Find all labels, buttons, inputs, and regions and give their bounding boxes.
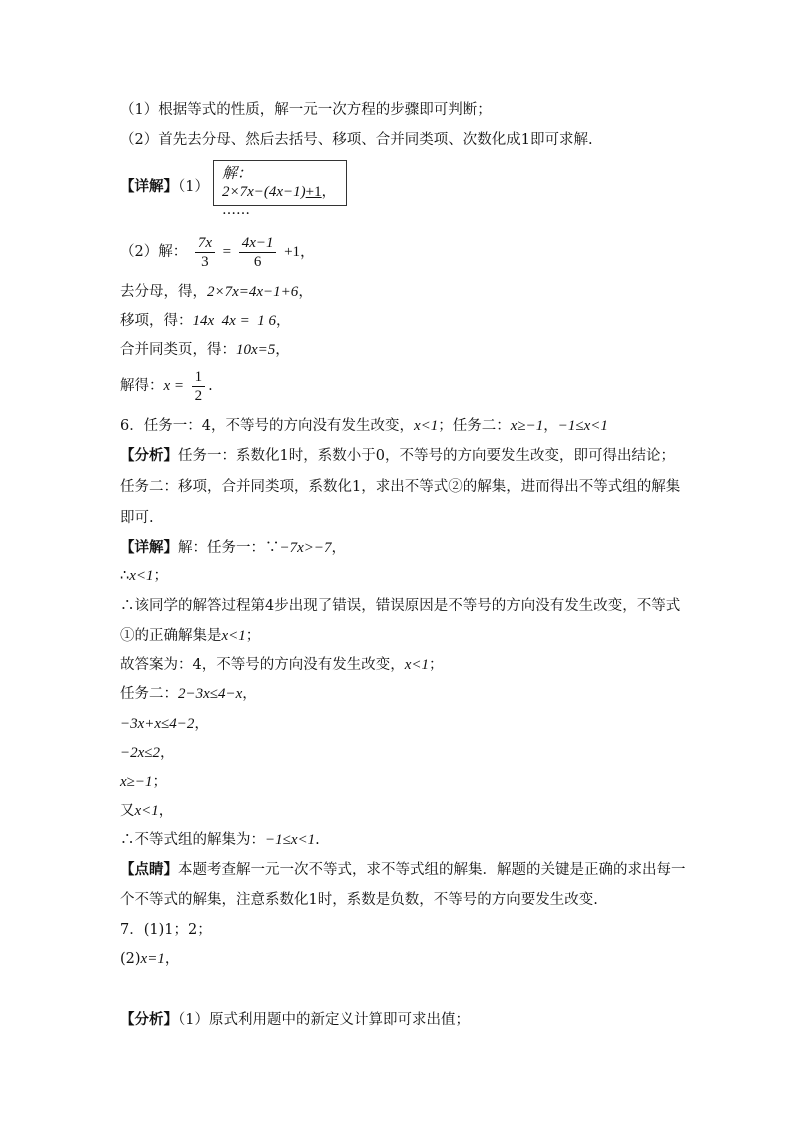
q5-detail-part1 [120, 177, 209, 197]
q6-detail-3: ∴该同学的解答过程第4步出现了错误，错误原因是不等号的方向没有发生改变，不等式 [120, 598, 681, 614]
q6-answer: 6．任务一：4，不等号的方向没有发生改变，x<1；任务二：x≥−1，−1≤x<1 [120, 418, 608, 434]
q6-detail-5: 故答案为：4，不等号的方向没有发生改变，x<1； [120, 657, 444, 673]
q5-step-4: 解得：x = $\frac{1}{2}$ . [120, 368, 213, 404]
q6-detail-9: x≥−1； [120, 774, 168, 790]
q6-detail-4: ①的正确解集是x<1； [120, 628, 261, 644]
box-line-1: 解：2×7x−(4x−1)+1， [222, 166, 336, 200]
q6-detail-7: −3x+x≤4−2， [120, 716, 209, 732]
q6-analysis-1: 【分析】任务一：系数化1时，系数小于0，不等号的方向要发生改变，即可得出结论； [120, 447, 675, 464]
q6-detail-10: 又x<1， [120, 803, 174, 819]
fraction-7x-over-3: $\frac{7x}{3}$ [195, 234, 215, 271]
q6-analysis-3: 即可. [120, 510, 154, 526]
q6-detail-1: 【详解】解：任务一：∵−7x>−7， [120, 539, 347, 556]
q5-boxed-work [213, 160, 347, 218]
q6-detail-11: ∴不等式组的解集为：−1≤x<1. [120, 832, 320, 848]
q6-detail-2: ∴x<1； [120, 568, 169, 584]
q5-step-1: 去分母，得，2×7x=4x−1+6， [120, 284, 313, 300]
q6-analysis-2: 任务二：移项，合并同类项，系数化1，求出不等式②的解集，进而得出不等式组的解集 [120, 479, 681, 495]
q7-answer-1: 7．(1)1；2； [120, 922, 212, 938]
part-number: （1） [178, 179, 209, 195]
q7-answer-2: (2)x=1， [120, 951, 180, 967]
q5-step-3: 合并同类页，得：10x=5， [120, 342, 290, 358]
q6-comment-2: 个不等式的解集，注意系数化1时，系数是负数，不等号的方向要发生改变. [120, 892, 598, 908]
q5-step-2: 移项，得：14x 4x = 1 6， [120, 313, 291, 329]
q6-detail-8: −2x≤2， [120, 745, 175, 761]
q6-detail-6: 任务二：2−3x≤4−x， [120, 686, 257, 702]
q5-part2-equation: （2）解： $\frac{7x}{3}$ = $\frac{4x-1}{6}$ +1， [120, 234, 316, 270]
q5-analysis-2: （2）首先去分母、然后去括号、移项、合并同类项、次数化成1即可求解. [120, 132, 593, 148]
q5-analysis-1: （1）根据等式的性质，解一元一次方程的步骤即可判断； [120, 102, 492, 118]
fraction-one-half: $\frac{1}{2}$ [192, 368, 206, 405]
box-line-2: …… [222, 202, 250, 218]
detail-label: 【详解】 [120, 178, 178, 195]
fraction-4x-1-over-6: $\frac{4x-1}{6}$ [239, 234, 277, 271]
q6-comment-1: 【点睛】本题考查解一元一次不等式，求不等式组的解集．解题的关键是正确的求出每一 [120, 861, 686, 878]
q7-analysis-1: 【分析】（1）原式利用题中的新定义计算即可求出值； [120, 1011, 470, 1028]
